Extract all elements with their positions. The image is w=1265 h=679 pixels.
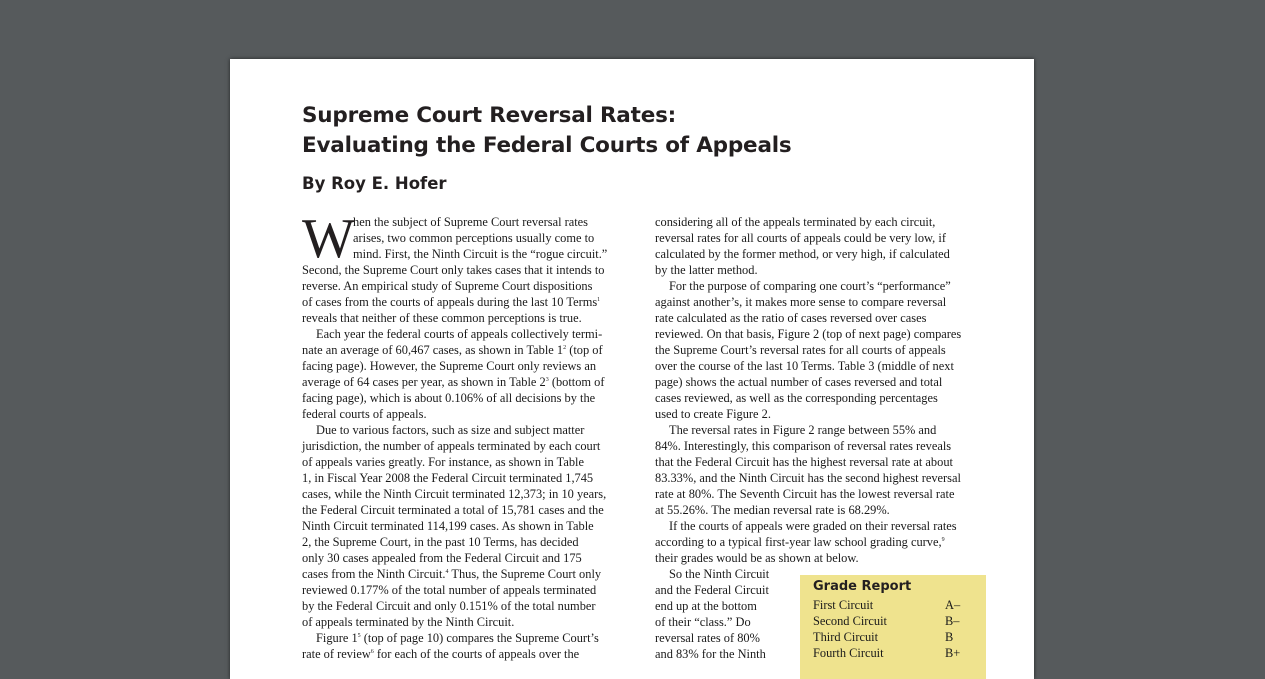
text-line: reverse. An empirical study of Supreme Court dispositions [302,279,593,293]
text-line: at 55.26%. The median reversal rate is 68.29%. [655,503,890,517]
grade-row [813,645,973,661]
circuit-grade: A– [945,598,961,612]
text-line: If the courts of appeals were graded on their reversal rates [669,519,957,533]
footnote-ref: 1 [597,297,601,303]
text-line: and 83% for the Ninth [655,647,766,661]
text-line: of appeals varies greatly. For instance, as shown in Table [302,455,584,469]
text-line: cases, while the Ninth Circuit terminated 12,373; in 10 years, [302,487,607,501]
text-line: rate at 80%. The Seventh Circuit has the lowest reversal rate [655,487,955,501]
circuit-grade: B+ [945,646,961,660]
text-line: calculated by the former method, or very high, if calculated [655,247,950,261]
text-line: reversal rates for all courts of appeals could be very low, if [655,231,946,245]
grade-row [813,629,973,645]
circuit-grade: B [945,630,954,644]
text-line: facing page). However, the Supreme Court only reviews an [302,359,597,373]
text-line: So the Ninth Circuit [669,567,770,581]
text-line: mind. First, the Ninth Circuit is the “rogue circuit.” [353,247,608,261]
text-line: only 30 cases appealed from the Federal Circuit and 175 [302,551,582,565]
text-line: Ninth Circuit terminated 114,199 cases. As shown in Table [302,519,594,533]
text-line: cases from the Ninth Circuit.$^4$ Thus, the Supreme Court only [302,567,602,581]
text-line: the Supreme Court’s reversal rates for all courts of appeals [655,343,946,357]
text-line: rate of review$^6$ for each of the courts of appeals over the [302,647,580,661]
text-line: used to create Figure 2. [655,407,771,421]
text-line: arises, two common perceptions usually come to [353,231,595,245]
text-line: jurisdiction, the number of appeals terminated by each court [302,439,601,453]
drop-cap: W [302,208,355,270]
text-line: cases reviewed, as well as the corresponding percentages [655,391,938,405]
circuit-name: Third Circuit [813,630,879,644]
document-page [230,59,1034,679]
text-line: average of 64 cases per year, as shown in Table $2^3$ (bottom of [302,375,605,389]
text-line: considering all of the appeals terminated by each circuit, [655,215,936,229]
circuit-name: First Circuit [813,598,874,612]
circuit-grade: B– [945,614,960,628]
text-line: their grades would be as shown at below. [655,551,859,565]
circuit-name: Second Circuit [813,614,887,628]
text-line: 1, in Fiscal Year 2008 the Federal Circuit terminated 1,745 [302,471,594,485]
right-column-body [655,214,987,566]
text-line: facing page), which is about 0.106% of all decisions by the [302,391,596,405]
text-line: reveals that neither of these common perceptions is true. [302,311,582,325]
footnote-ref: 3 [545,377,549,383]
text-line: page) shows the actual number of cases reversed and total [655,375,943,389]
text-line: of cases from the courts of appeals during the last 10 Terms$^1$ [302,295,601,309]
grade-report-box [800,575,986,679]
grade-row [813,597,973,613]
text-line: of appeals terminated by the Ninth Circuit. [302,615,515,629]
footnote-ref: 4 [445,569,449,575]
text-line: by the latter method. [655,263,758,277]
title-line-2: Evaluating the Federal Courts of Appeals [302,133,792,158]
text-line: Second, the Supreme Court only takes cases that it intends to [302,263,605,277]
text-line: reviewed. On that basis, Figure 2 (top of next page) compares [655,327,962,341]
text-line: reversal rates of 80% [655,631,760,645]
grade-report-title: Grade Report [813,579,912,594]
circuit-name: Fourth Circuit [813,646,884,660]
footnote-ref: 9 [941,537,945,543]
text-line: end up at the bottom [655,599,757,613]
author-byline: By Roy E. Hofer [302,174,447,193]
text-line: the Federal Circuit terminated a total of 15,781 cases and the [302,503,604,517]
text-line: nate an average of 60,467 cases, as shown in Table $1^2$ (top of [302,343,603,357]
text-line: that the Federal Circuit has the highest reversal rate at about [655,455,953,469]
text-line: 83.33%, and the Ninth Circuit has the second highest reversal [655,471,961,485]
text-line: of their “class.” Do [655,615,751,629]
title-line-1: Supreme Court Reversal Rates: [302,103,677,128]
text-line: The reversal rates in Figure 2 range between 55% and [669,423,937,437]
text-column-left [302,208,629,662]
footnote-ref: 5 [357,633,361,639]
grade-row [813,613,973,629]
text-line: 84%. Interestingly, this comparison of reversal rates reveals [655,439,952,453]
text-line: 2, the Supreme Court, in the past 10 Terms, has decided [302,535,579,549]
text-line: federal courts of appeals. [302,407,427,421]
footnote-ref: 2 [563,345,567,351]
text-line: Due to various factors, such as size and subject matter [316,423,585,437]
text-line: reviewed 0.177% of the total number of appeals terminated [302,583,597,597]
text-line: by the Federal Circuit and only 0.151% of the total number [302,599,596,613]
footnote-ref: 6 [370,649,374,655]
text-line: according to a typical first-year law school grading curve,$^9$ [655,535,945,549]
text-line: rate calculated as the ratio of cases reversed over cases [655,311,927,325]
article-title [302,101,922,161]
text-line: Each year the federal courts of appeals collectively termi- [316,327,603,341]
text-line: over the course of the last 10 Terms. Table 3 (middle of next [655,359,954,373]
text-line: For the purpose of comparing one court’s “performance” [669,279,951,293]
text-line: and the Federal Circuit [655,583,769,597]
text-line: against another’s, it makes more sense to compare reversal [655,295,947,309]
text-line: Figure $1^5$ (top of page 10) compares the Supreme Court’s [316,631,599,645]
text-line: hen the subject of Supreme Court reversal rates [353,215,588,229]
